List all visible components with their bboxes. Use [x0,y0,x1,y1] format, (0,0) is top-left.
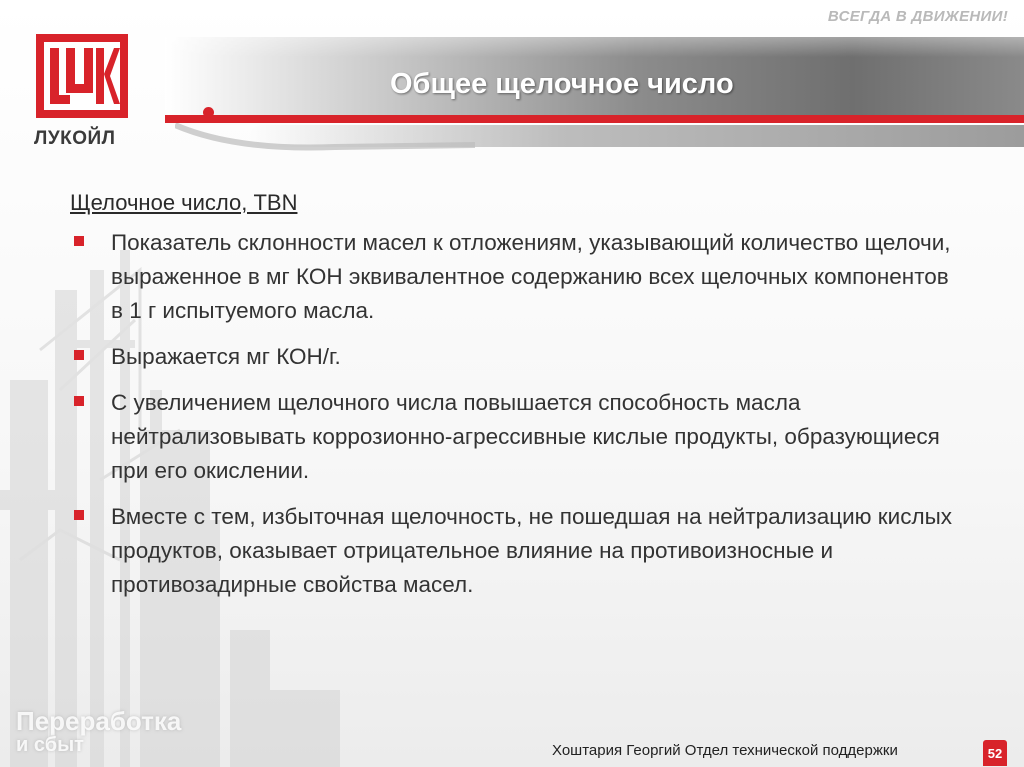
division-watermark [16,708,181,756]
watermark-line-2: и сбыт [16,734,84,756]
square-bullet-icon [74,236,84,246]
logo-wordmark: ЛУКОЙЛ [34,128,116,149]
bullet-text: С увеличением щелочного числа повышается способность масла нейтрализовывать коррозионно-агрессивные кислые продукты, образующиеся при его окислении. [111,390,940,483]
square-bullet-icon [74,396,84,406]
bullet-item [74,226,954,328]
slide-title: Общее щелочное число [390,68,734,100]
bullet-text: Вместе с тем, избыточная щелочность, не пошедшая на нейтрализацию кислых продуктов, оказывает отрицательное влияние на противоизносные и противозадирные свойства масел. [111,504,953,597]
square-bullet-icon [74,510,84,520]
bullet-text: Показатель склонности масел к отложениям, указывающий количество щелочи, выраженное в мг КОН эквивалентное содержанию всех щелочных компонентов в 1 г испытуемого масла. [111,230,951,323]
bullet-list [74,226,954,614]
bullet-item [74,340,954,374]
bullet-item [74,500,954,602]
decorative-bar [250,125,1024,147]
title-red-rule [165,115,1024,123]
bullet-item [74,386,954,488]
red-dot-accent [203,107,214,118]
page-number-badge: 52 [983,740,1007,766]
section-subtitle: Щелочное число, TBN [70,190,298,215]
corporate-tagline: ВСЕГДА В ДВИЖЕНИИ! [827,8,1008,25]
lukoil-logo [36,34,128,118]
footer-author: Хоштария Георгий Отдел технической поддержки [552,742,898,759]
bullet-text: Выражается мг КОН/г. [111,344,341,369]
watermark-line-1: Переработка [16,706,182,736]
luk-logo-mark-icon [44,42,120,110]
square-bullet-icon [74,350,84,360]
